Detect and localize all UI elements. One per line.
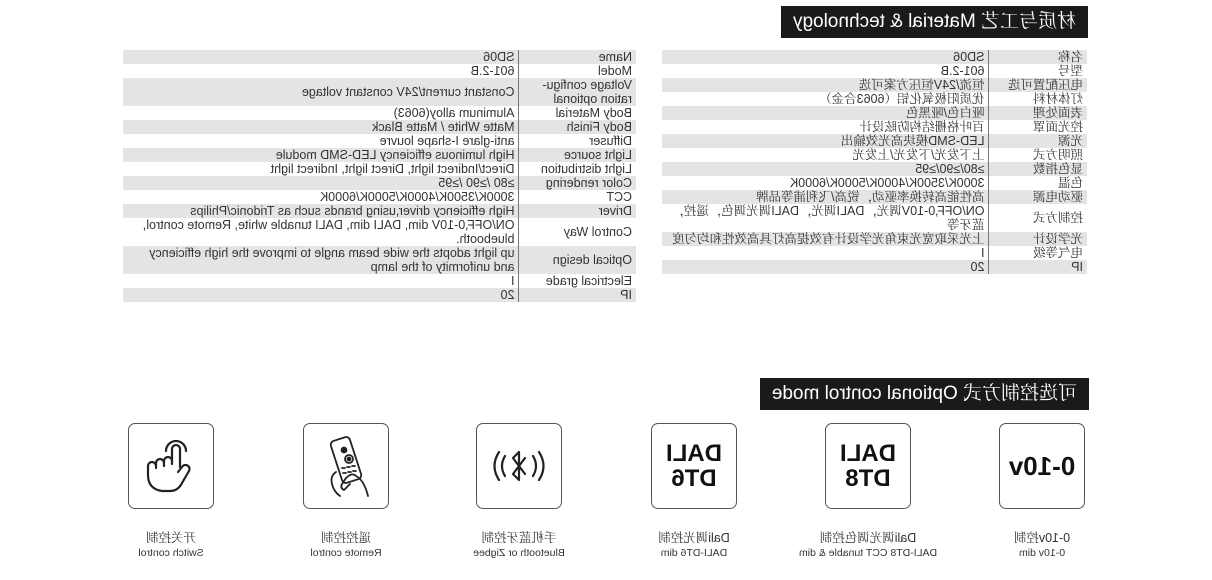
control-icon-box-switch [128, 423, 214, 509]
control-caption-en: 0-10v dim [1018, 547, 1066, 559]
control-heading: 可选控制方式 Optional control mode [760, 378, 1089, 410]
spec-label: 电压配置可选 [989, 78, 1087, 92]
spec-value: 3000K/3500K/4000K/5000K/6000K [789, 176, 985, 190]
spec-label: 灯体材料 [989, 92, 1087, 106]
spec-label: Voltage configu-ration optional [519, 78, 636, 106]
spec-label: Control Way [519, 218, 636, 246]
spec-label: 名称 [989, 50, 1087, 64]
control-caption-en: Switch control [138, 547, 204, 559]
spec-value: Direct/Indirect light, Direct light, Indirect light [270, 162, 515, 176]
spec-label: 色温 [989, 176, 1087, 190]
spec-label: 显色指数 [989, 162, 1087, 176]
spec-value: SD06 [662, 50, 989, 64]
spec-row [123, 120, 636, 134]
spec-value: ON/OFF,0-10V dim, DALI dim, DALI tunable white, Remote control, bluebooth. [142, 218, 515, 246]
spec-row [662, 78, 1087, 92]
spec-row [662, 190, 1087, 204]
spec-value: I [981, 246, 985, 260]
control-icon-box-remote [303, 423, 389, 509]
spec-row [123, 148, 636, 162]
spec-value: 哑白色/哑黑色 [662, 106, 989, 120]
spec-label: 控制方式 [989, 204, 1087, 232]
spec-label: Name [519, 50, 636, 64]
spec-value: ON/OFF,0-10V调光，DALI调光，DALI调光调色，遥控，蓝牙等 [671, 204, 985, 232]
spec-row [123, 204, 636, 218]
control-caption-cn: 开关控制 [146, 531, 197, 545]
spec-label: IP [989, 260, 1087, 274]
spec-label: 控光面罩 [989, 120, 1087, 134]
spec-row [662, 134, 1087, 148]
control-icon-box-bluetooth [476, 423, 562, 509]
spec-label: Diffuser [519, 134, 636, 148]
control-label-dali-dt8: DALI DT8 [840, 440, 896, 492]
control-label-dali-dt6: DALI DT6 [666, 440, 722, 492]
spec-label: 照明方式 [989, 148, 1087, 162]
spec-row [123, 78, 636, 106]
spec-value: 3000K/3500K/4000K/5000K/6000K [319, 190, 515, 204]
spec-value: 上下发光/下发光/上发光 [852, 148, 985, 162]
control-caption-cn: Dali调光调色控制 [819, 531, 917, 545]
spec-value: anti-glare I-shape louvre [379, 134, 515, 148]
bluetooth-icon [489, 446, 549, 486]
control-caption-en: Bluetooth or Zigbee [473, 547, 565, 559]
spec-label: Color rendering [519, 176, 636, 190]
spec-row [662, 92, 1087, 106]
spec-label: 驱动电源 [989, 190, 1087, 204]
spec-value: 高性能高转换率驱动，锐高/飞利浦等品牌 [662, 190, 989, 204]
spec-label: 型号 [989, 64, 1087, 78]
spec-value: Aluminum alloy(6063) [393, 106, 515, 120]
spec-label: Light source [519, 148, 636, 162]
spec-row [662, 260, 1087, 274]
spec-row [662, 120, 1087, 134]
spec-row [662, 232, 1087, 246]
control-caption-en: DALI-DT8 CCT tunable & dim [798, 547, 938, 559]
spec-table-english [123, 50, 636, 302]
control-caption-cn: 0-10v控制 [1013, 531, 1071, 545]
spec-label: IP [519, 288, 636, 302]
spec-row [662, 64, 1087, 78]
spec-label: Electrical grade [519, 274, 636, 288]
control-icon-box-0-10v [999, 423, 1085, 509]
spec-value: 601-2.B [470, 64, 515, 78]
spec-row [662, 246, 1087, 260]
spec-label: Driver [519, 204, 636, 218]
spec-value: 上光采取宽光束角光学设计有效提高灯具高效性和均匀度 [662, 232, 989, 246]
spec-value: Matte White / Matte Black [123, 120, 519, 134]
spec-label: 表面处理 [989, 106, 1087, 120]
material-heading: 材质与工艺 Material & technology [781, 6, 1088, 38]
spec-row [662, 176, 1087, 190]
spec-value: up light adopts the wide beam angle to improve the high efficiency and uniformity of the lamp [123, 246, 519, 274]
spec-label: 光源 [989, 134, 1087, 148]
spec-row [662, 106, 1087, 120]
spec-value: 优质阳极氧化铝（6063合金） [819, 92, 985, 106]
spec-value: 601-2.B [940, 64, 985, 78]
control-icon-box-dali-dt8 [825, 423, 911, 509]
spec-row [662, 162, 1087, 176]
spec-label: Optical design [519, 246, 636, 274]
spec-value: High luminous efficiency LED-SMD module [123, 148, 519, 162]
spec-row [123, 190, 636, 204]
spec-value: 恒流/24V恒压方案可选 [662, 78, 989, 92]
spec-label: 电气等级 [989, 246, 1087, 260]
spec-value: I [511, 274, 515, 288]
spec-value: ≥80 /≥90 /≥95 [123, 176, 519, 190]
spec-label: Light distribution [519, 162, 636, 176]
spec-row [123, 134, 636, 148]
spec-row [123, 106, 636, 120]
spec-value: Constant current/24V constant voltage [123, 78, 519, 106]
remote-control-icon [316, 434, 376, 498]
spec-row [123, 64, 636, 78]
control-caption-cn: 手机蓝牙控制 [481, 531, 557, 545]
spec-row [123, 288, 636, 302]
spec-value: ≥80/≥90/≥95 [662, 162, 989, 176]
spec-value: 20 [662, 260, 989, 274]
spec-row [123, 218, 636, 246]
spec-row [123, 246, 636, 274]
control-caption-en: DALI-DT6 dim [660, 547, 728, 559]
control-caption-cn: Dali调光控制 [658, 531, 730, 545]
spec-row [123, 176, 636, 190]
spec-label: Body Material [519, 106, 636, 120]
spec-row [662, 204, 1087, 232]
spec-row [662, 50, 1087, 64]
spec-row [123, 50, 636, 64]
control-caption-en: Remote control [310, 547, 382, 559]
spec-label: Model [519, 64, 636, 78]
spec-value: 百叶格栅结构防眩设计 [859, 120, 985, 134]
spec-value: SD06 [123, 50, 519, 64]
control-label-0-10v: 0-10v [1008, 451, 1076, 481]
spec-label: 光学设计 [989, 232, 1087, 246]
spec-value: 20 [123, 288, 519, 302]
spec-label: Body Finish [519, 120, 636, 134]
spec-row [123, 274, 636, 288]
control-icon-box-dali-dt6 [651, 423, 737, 509]
control-caption-cn: 遥控控制 [321, 531, 372, 545]
spec-row [123, 162, 636, 176]
spec-value: LED-SMD模块高光效输出 [662, 134, 989, 148]
spec-label: CCT [519, 190, 636, 204]
hand-tap-icon [144, 437, 198, 495]
spec-table-chinese [662, 50, 1087, 274]
spec-row [662, 148, 1087, 162]
spec-value: High efficiency driver,using brands such as Tridonic/Philips [123, 204, 519, 218]
